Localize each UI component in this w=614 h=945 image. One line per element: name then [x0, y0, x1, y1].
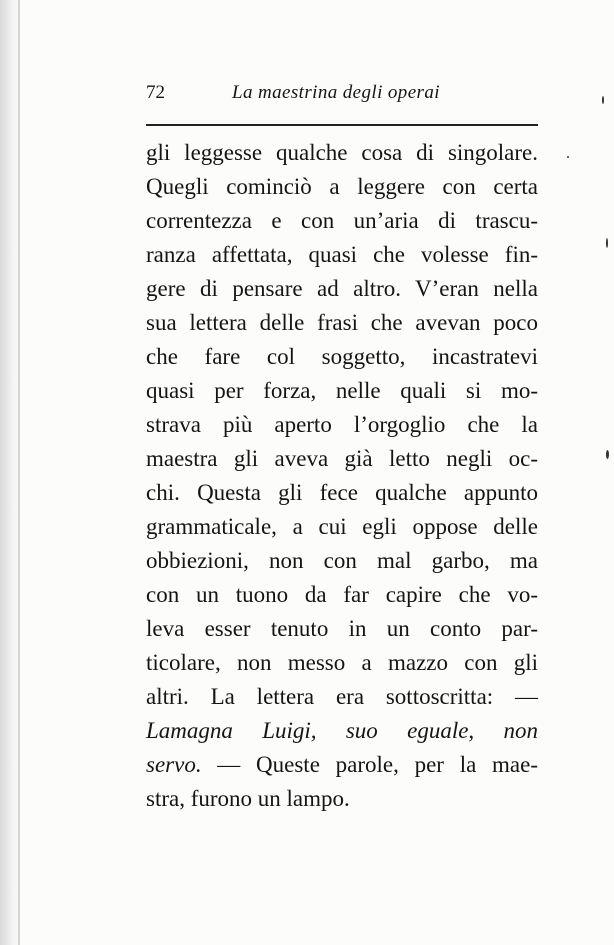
text-line: gere di pensare ad altro. V’eran nella — [146, 276, 538, 301]
text-line: chi. Questa gli fece qualche appunto — [146, 480, 538, 505]
text-line-italic — [146, 714, 538, 748]
header-rule — [146, 124, 538, 126]
text-line: Quegli cominciò a leggere con certa — [146, 174, 538, 199]
page-header — [146, 82, 476, 110]
text-line: grammaticale, a cui egli oppose delle — [146, 514, 538, 539]
text-line: strava più aperto l’orgoglio che la — [146, 412, 538, 437]
scan-speck — [606, 238, 608, 248]
text-line: correntezza e con un’aria di trascu- — [146, 208, 538, 233]
page-gutter-line — [18, 0, 20, 945]
body-text — [146, 136, 538, 816]
text-line: sua lettera delle frasi che avevan poco — [146, 310, 538, 335]
text-line: ticolare, non messo a mazzo con gli — [146, 650, 538, 675]
text-line-mixed — [146, 748, 538, 782]
text-line: altri. La lettera era sottoscritta: — — [146, 684, 538, 709]
signature-end: servo. — [146, 752, 202, 777]
text-line: con un tuono da far capire che vo- — [146, 582, 538, 607]
text-line: ranza affettata, quasi che volesse fin- — [146, 242, 538, 267]
page-number: 72 — [146, 82, 165, 103]
scan-speck — [606, 450, 609, 459]
text-line: gli leggesse qualche cosa di singolare. — [146, 140, 538, 165]
text-line-final: stra, furono un lampo. — [146, 786, 350, 811]
text-line: maestra gli aveva già letto negli oc- — [146, 446, 538, 471]
scan-speck — [567, 156, 569, 158]
signature-text: Lamagna Luigi, suo eguale, non — [146, 718, 538, 743]
text-line: che fare col soggetto, incastratevi — [146, 344, 538, 369]
text-line: quasi per forza, nelle quali si mo- — [146, 378, 538, 403]
running-title: La maestrina degli operai — [232, 82, 440, 103]
text-line: leva esser tenuto in un conto par- — [146, 616, 538, 641]
scan-speck — [602, 96, 604, 104]
text-line: obbiezioni, non con mal garbo, ma — [146, 548, 538, 573]
text-continuation: — Queste parole, per la mae- — [201, 752, 538, 777]
